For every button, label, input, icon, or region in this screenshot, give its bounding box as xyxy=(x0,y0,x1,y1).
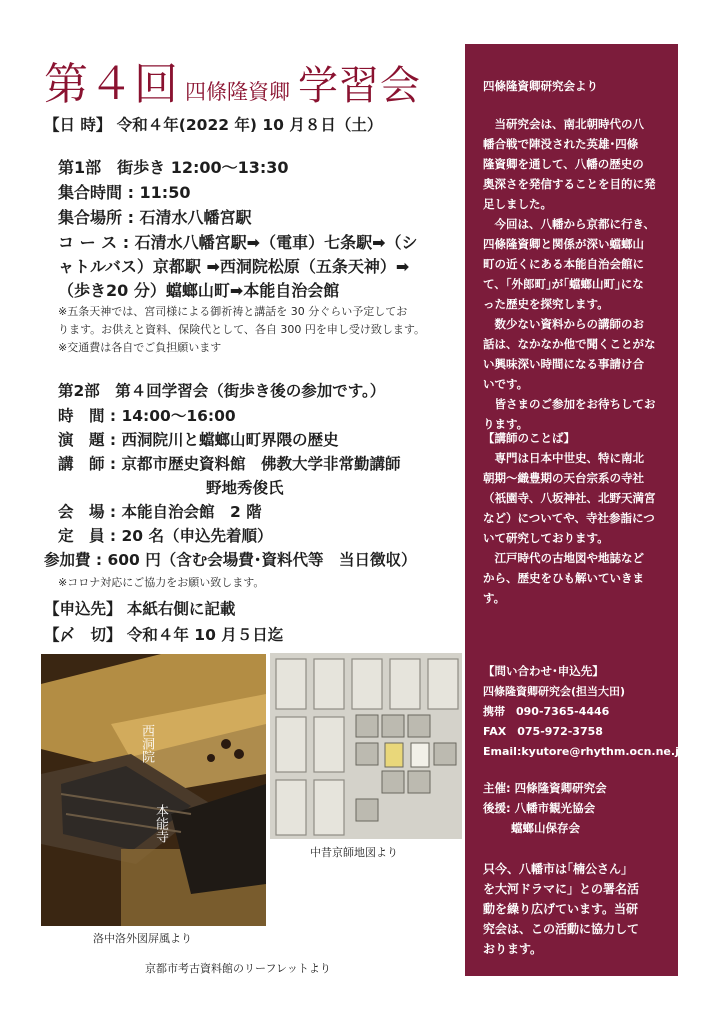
title-person: 四條隆資卿 xyxy=(185,80,290,104)
sidebar-intro-line: 当研究会は、南北朝時代の八 xyxy=(483,117,644,131)
lecturer-words-line: （祇園寺、八坂神社、北野天満宮 xyxy=(483,491,656,505)
capacity: 定 員 : 20 名（申込先着順） xyxy=(58,527,273,545)
part2-heading: 第2部 第４回学習会（街歩き後の参加です。） xyxy=(58,382,386,400)
sponsor-support: 後援: 八幡市観光協会 xyxy=(483,801,596,815)
screen-caption: 洛中洛外図屏風より xyxy=(93,932,192,945)
part1-note-1: ※五条天神では、宮司様による御祈祷と講話を 30 分ぐらい予定してお xyxy=(58,305,408,318)
closing-message xyxy=(483,859,639,959)
apply-line: 【申込先】 本紙右側に記載 xyxy=(44,600,236,618)
closing-line: を大河ドラマに」との署名活 xyxy=(483,882,640,896)
lecturer-words xyxy=(483,448,656,608)
lecturer-words-heading: 【講師のことば】 xyxy=(483,431,575,445)
sidebar-intro xyxy=(483,114,656,434)
course-line-1: コ ー ス : 石清水八幡宮駅➡（電車）七条駅➡（シ xyxy=(58,233,418,252)
title-event: 学習会 xyxy=(298,63,421,109)
sidebar-intro-line: 四條隆資卿と関係が深い蟷螂山 xyxy=(483,237,644,251)
old-map-illustration xyxy=(270,653,462,839)
old-map-image xyxy=(270,653,462,839)
sidebar-intro-line: 話は、なかなか他で聞くことがな xyxy=(483,337,656,351)
title-number: 第４回 xyxy=(44,59,179,110)
sidebar-intro-line: 幡合戦で陣没された英雄･四條 xyxy=(483,137,639,151)
closing-line: 究会は、この活動に協力して xyxy=(483,922,640,936)
sidebar-intro-line: 数少ない資料からの講師のお xyxy=(483,317,644,331)
contact-mobile: 携帯 090-7365-4446 xyxy=(483,705,610,718)
lecturer-words-line: 江戸時代の古地図や地誌など xyxy=(483,551,644,565)
closing-line: 只今、八幡市は｢楠公さん｣ xyxy=(483,862,628,876)
part1-note-2: ります。お供えと資料、保険代として、各自 300 円を申し受け致します。 xyxy=(58,323,426,336)
part1-heading: 第1部 街歩き 12:00〜13:30 xyxy=(58,158,289,177)
sponsor-support-2: 蟷螂山保存会 xyxy=(511,821,580,835)
folding-screen-illustration xyxy=(41,654,266,926)
folding-screen-image xyxy=(41,654,266,926)
course-line-2: ャトルバス）京都駅 ➡西洞院松原（五条天神）➡ xyxy=(58,257,410,276)
contact-org: 四條隆資卿研究会(担当大田) xyxy=(483,685,626,698)
date-line: 【日 時】 令和４年(2022 年) 10 月８日（土） xyxy=(44,116,383,134)
covid-note: ※コロナ対応にご協力をお願い致します。 xyxy=(58,576,265,589)
lecturer-words-line: から、歴史をひも解いていきま xyxy=(483,571,644,585)
sidebar-intro-line: 隆資卿を通して、八幡の歴史の xyxy=(483,157,644,171)
lecturer-words-line: いて研究しております。 xyxy=(483,531,609,545)
sidebar-intro-line: 足しました。 xyxy=(483,197,552,211)
lecture-time: 時 間 : 14:00〜16:00 xyxy=(58,407,236,425)
overlay-nishinotoin: 西洞院 xyxy=(139,724,154,763)
contact-email[interactable]: Email:kyutore@rhythm.ocn.ne.jp xyxy=(483,745,687,758)
sidebar-panel xyxy=(465,44,687,976)
sidebar-intro-line: いです。 xyxy=(483,377,529,391)
meet-time: 集合時間 : 11:50 xyxy=(58,183,191,202)
sidebar-intro-line: 町の近くにある本能自治会館に xyxy=(483,257,644,271)
source-caption: 京都市考古資料館のリーフレットより xyxy=(145,962,331,975)
sidebar-intro-line: い興味深い時間になる事請け合 xyxy=(483,357,644,371)
sidebar-intro-line: 今回は、八幡から京都に行き、 xyxy=(483,217,656,231)
page-title xyxy=(44,48,464,108)
sidebar-intro-line: て、｢外郎町｣が｢蟷螂山町｣にな xyxy=(483,277,644,291)
fee: 参加費 : 600 円（含む会場費･資料代等 当日徴収） xyxy=(44,551,417,569)
sidebar-intro-line: 奥深さを発信することを目的に発 xyxy=(483,177,656,191)
lecturer-words-line: など）についてや、寺社参詣につ xyxy=(483,511,655,525)
course-line-3: （歩き20 分）蟷螂山町➡本能自治会館 xyxy=(58,281,340,300)
lecturer-words-line: す。 xyxy=(483,591,506,605)
deadline-line: 【〆 切】 令和４年 10 月５日迄 xyxy=(44,626,284,644)
lecturer-name: 野地秀俊氏 xyxy=(206,479,284,497)
lecturer-words-line: 朝期〜織豊期の天台宗系の寺社 xyxy=(483,471,644,485)
part1-note-3: ※交通費は各自でご負担願います xyxy=(58,341,222,354)
meet-place: 集合場所 : 石清水八幡宮駅 xyxy=(58,208,252,227)
sidebar-intro-line: 皆さまのご参加をお待ちしてお xyxy=(483,397,656,411)
contact-fax: FAX 075-972-3758 xyxy=(483,725,603,738)
closing-line: おります。 xyxy=(483,942,543,956)
lecturer-words-line: 専門は日本中世史、特に南北 xyxy=(483,451,644,465)
lecturer-line-1: 講 師 : 京都市歴史資料館 佛教大学非常勤講師 xyxy=(58,455,401,473)
lecture-topic: 演 題 : 西洞院川と蟷螂山町界隈の歴史 xyxy=(58,431,339,449)
sidebar-intro-line: ります。 xyxy=(483,417,529,431)
sponsor-organizer: 主催: 四條隆資卿研究会 xyxy=(483,781,607,795)
contact-block xyxy=(483,682,687,762)
closing-line: 動を繰り広げています。当研 xyxy=(483,902,639,916)
sidebar-heading: 四條隆資卿研究会より xyxy=(483,79,598,93)
overlay-honnoji: 本能寺 xyxy=(153,804,168,843)
contact-heading: 【問い合わせ･申込先】 xyxy=(483,664,604,678)
sidebar-intro-line: った歴史を探究します。 xyxy=(483,297,609,311)
map-caption: 中昔京師地図より xyxy=(310,846,398,859)
venue: 会 場 : 本能自治会館 2 階 xyxy=(58,503,262,521)
